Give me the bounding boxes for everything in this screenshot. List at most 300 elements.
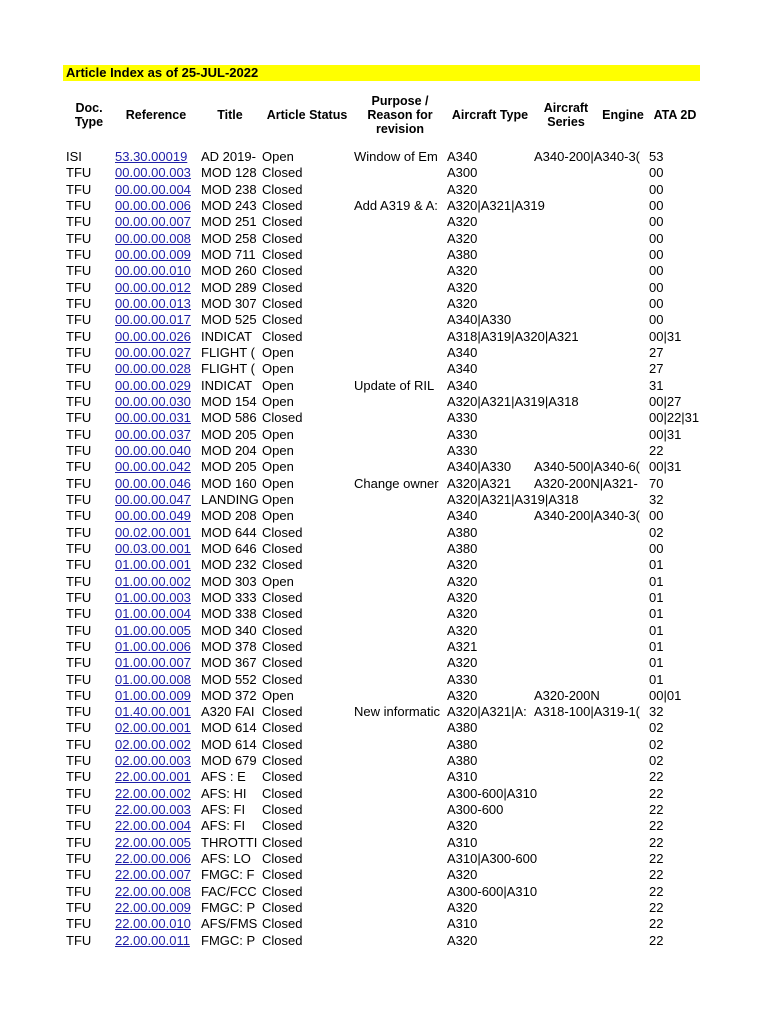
article-status-cell: Open <box>262 377 294 393</box>
article-status-cell: Closed <box>262 557 303 573</box>
doc-type-cell: TFU <box>66 704 92 720</box>
doc-type-cell: TFU <box>66 295 92 311</box>
reference-link[interactable]: 01.00.00.008 <box>115 671 191 687</box>
title-cell: AFS: FI <box>201 802 246 818</box>
aircraft-type-cell: A320 <box>447 279 478 295</box>
doc-type-cell: TFU <box>66 785 92 801</box>
table-row <box>0 231 768 247</box>
aircraft-type-cell: A320|A321|A: <box>447 704 527 720</box>
article-status-cell: Closed <box>262 834 303 850</box>
ata-cell: 00|31 <box>649 328 682 344</box>
reference-link[interactable]: 00.00.00.040 <box>115 442 191 458</box>
reference-link[interactable]: 00.00.00.047 <box>115 491 191 507</box>
ata-cell: 02 <box>649 753 664 769</box>
article-status-cell: Open <box>262 393 294 409</box>
purpose-cell: Change owner <box>354 475 439 491</box>
title-cell: AD 2019- <box>201 149 256 164</box>
doc-type-cell: TFU <box>66 916 92 932</box>
aircraft-type-cell: A380 <box>447 246 478 262</box>
article-status-cell: Closed <box>262 524 303 540</box>
aircraft-type-cell: A310 <box>447 834 478 850</box>
article-status-cell: Closed <box>262 769 303 785</box>
doc-type-cell: TFU <box>66 328 92 344</box>
title-cell: MOD 367 <box>201 655 257 671</box>
ata-cell: 22 <box>649 785 664 801</box>
doc-type-cell: TFU <box>66 508 92 524</box>
table-row <box>0 149 768 165</box>
article-status-cell: Closed <box>262 540 303 556</box>
ata-cell: 00 <box>649 508 664 524</box>
ata-cell: 22 <box>649 867 664 883</box>
aircraft-type-cell: A300 <box>447 165 478 181</box>
doc-type-cell: TFU <box>66 540 92 556</box>
doc-type-cell: TFU <box>66 638 92 654</box>
article-status-cell: Open <box>262 361 294 377</box>
ata-cell: 02 <box>649 720 664 736</box>
title-cell: FLIGHT ( <box>201 344 255 360</box>
aircraft-type-cell: A340 <box>447 508 478 524</box>
title-cell: MOD 289 <box>201 279 257 295</box>
ata-cell: 01 <box>649 557 664 573</box>
title-cell: MOD 711 <box>201 246 256 262</box>
doc-type-cell: TFU <box>66 459 92 475</box>
reference-link[interactable]: 22.00.00.011 <box>115 932 190 948</box>
aircraft-type-cell: A320|A321 <box>447 475 512 491</box>
title-cell: A320 FAI <box>201 704 255 720</box>
table-row <box>0 296 768 312</box>
reference-link[interactable]: 22.00.00.008 <box>115 883 191 899</box>
ata-cell: 70 <box>649 475 664 491</box>
article-status-cell: Open <box>262 442 294 458</box>
table-row <box>0 753 768 769</box>
ata-cell: 32 <box>649 704 664 720</box>
aircraft-type-cell: A340 <box>447 361 478 377</box>
doc-type-cell: TFU <box>66 557 92 573</box>
table-row <box>0 459 768 475</box>
aircraft-type-cell: A320 <box>447 687 478 703</box>
doc-type-cell: TFU <box>66 181 92 197</box>
reference-link[interactable]: 00.00.00.017 <box>115 312 191 328</box>
ata-cell: 00 <box>649 214 664 230</box>
article-status-cell: Closed <box>262 655 303 671</box>
title-cell: MOD 258 <box>201 230 257 246</box>
article-status-cell: Closed <box>262 883 303 899</box>
ata-cell: 22 <box>649 932 664 948</box>
aircraft-type-cell: A320 <box>447 589 478 605</box>
doc-type-cell: TFU <box>66 606 92 622</box>
aircraft-type-cell: A340|A330 <box>447 312 512 328</box>
header-aircraft-type: Aircraft Type <box>451 108 529 122</box>
reference-link[interactable]: 01.00.00.003 <box>115 589 191 605</box>
title-cell: MOD 679 <box>201 753 257 769</box>
reference-link[interactable]: 00.02.00.001 <box>115 524 191 540</box>
doc-type-cell: TFU <box>66 589 92 605</box>
table-row <box>0 900 768 916</box>
ata-cell: 02 <box>649 736 664 752</box>
ata-cell: 00 <box>649 279 664 295</box>
table-row <box>0 508 768 524</box>
aircraft-type-cell: A318|A319|A320|A321 <box>447 328 579 344</box>
title-cell: MOD 372 <box>201 687 257 703</box>
title-cell: INDICAT <box>201 377 253 393</box>
article-status-cell: Closed <box>262 279 303 295</box>
aircraft-series-cell: A340-200|A340-3( <box>534 149 641 164</box>
doc-type-cell: TFU <box>66 671 92 687</box>
aircraft-type-cell: A320 <box>447 606 478 622</box>
article-status-cell: Closed <box>262 785 303 801</box>
reference-link[interactable]: 01.00.00.005 <box>115 622 191 638</box>
aircraft-type-cell: A320|A321|A319|A318 <box>447 393 579 409</box>
doc-type-cell: TFU <box>66 410 92 426</box>
doc-type-cell: TFU <box>66 197 92 213</box>
ata-cell: 27 <box>649 361 664 377</box>
title-cell: MOD 205 <box>201 459 257 475</box>
aircraft-type-cell: A310|A300-600 <box>447 851 538 867</box>
title-cell: MOD 251 <box>201 214 257 230</box>
reference-link[interactable]: 01.00.00.007 <box>115 655 191 671</box>
title-cell: MOD 646 <box>201 540 257 556</box>
doc-type-cell: TFU <box>66 442 92 458</box>
aircraft-type-cell: A320 <box>447 295 478 311</box>
table-row <box>0 672 768 688</box>
doc-type-cell: TFU <box>66 720 92 736</box>
ata-cell: 00|22|31 <box>649 410 700 426</box>
reference-link[interactable]: 00.00.00.030 <box>115 393 191 409</box>
ata-cell: 00|31 <box>649 459 682 475</box>
doc-type-cell: ISI <box>66 149 82 164</box>
article-status-cell: Closed <box>262 671 303 687</box>
doc-type-cell: TFU <box>66 377 92 393</box>
header-doc-type: Doc. Type <box>74 101 104 129</box>
title-cell: MOD 204 <box>201 442 257 458</box>
aircraft-type-cell: A300-600|A310 <box>447 785 538 801</box>
title-cell: FMGC: F <box>201 867 255 883</box>
doc-type-cell: TFU <box>66 932 92 948</box>
reference-link[interactable]: 01.00.00.009 <box>115 687 191 703</box>
article-status-cell: Closed <box>262 312 303 328</box>
table-row <box>0 361 768 377</box>
reference-link[interactable]: 02.00.00.003 <box>115 753 191 769</box>
article-status-cell: Closed <box>262 900 303 916</box>
article-status-cell: Closed <box>262 589 303 605</box>
aircraft-type-cell: A380 <box>447 753 478 769</box>
reference-link[interactable]: 00.00.00.006 <box>115 197 191 213</box>
ata-cell: 22 <box>649 834 664 850</box>
aircraft-series-cell: A340-500|A340-6( <box>534 459 641 475</box>
table-row <box>0 312 768 328</box>
aircraft-type-cell: A340|A330 <box>447 459 512 475</box>
reference-link[interactable]: 00.00.00.037 <box>115 426 191 442</box>
reference-link[interactable]: 00.00.00.046 <box>115 475 191 491</box>
reference-link[interactable]: 01.00.00.004 <box>115 606 191 622</box>
reference-link[interactable]: 22.00.00.002 <box>115 785 191 801</box>
ata-cell: 01 <box>649 606 664 622</box>
title-cell: MOD 232 <box>201 557 257 573</box>
table-row <box>0 182 768 198</box>
table-row <box>0 394 768 410</box>
title-cell: LANDING <box>201 491 259 507</box>
ata-cell: 00 <box>649 230 664 246</box>
reference-link[interactable]: 01.00.00.002 <box>115 573 191 589</box>
title-cell: THROTTI <box>201 834 258 850</box>
reference-link[interactable]: 00.00.00.004 <box>115 181 191 197</box>
title-cell: FMGC: P <box>201 932 256 948</box>
doc-type-cell: TFU <box>66 246 92 262</box>
reference-link[interactable]: 22.00.00.007 <box>115 867 191 883</box>
title-cell: AFS: HI <box>201 785 247 801</box>
header-engine: Engine <box>602 108 644 122</box>
article-status-cell: Closed <box>262 753 303 769</box>
aircraft-type-cell: A380 <box>447 720 478 736</box>
aircraft-type-cell: A340 <box>447 149 478 164</box>
reference-link[interactable]: 00.00.00.013 <box>115 295 191 311</box>
reference-link[interactable]: 22.00.00.010 <box>115 916 191 932</box>
doc-type-cell: TFU <box>66 851 92 867</box>
article-status-cell: Closed <box>262 410 303 426</box>
reference-link[interactable]: 00.00.00.027 <box>115 344 191 360</box>
aircraft-series-cell: A320-200N|A321- <box>534 475 638 491</box>
title-cell: MOD 128 <box>201 165 257 181</box>
title-cell: MOD 333 <box>201 589 257 605</box>
reference-link[interactable]: 00.00.00.012 <box>115 279 191 295</box>
table-row <box>0 786 768 802</box>
aircraft-series-cell: A340-200|A340-3( <box>534 508 641 524</box>
aircraft-type-cell: A300-600 <box>447 802 504 818</box>
ata-cell: 00 <box>649 312 664 328</box>
doc-type-cell: TFU <box>66 214 92 230</box>
ata-cell: 31 <box>649 377 664 393</box>
title-cell: MOD 307 <box>201 295 257 311</box>
reference-link[interactable]: 00.00.00.007 <box>115 214 191 230</box>
aircraft-type-cell: A320 <box>447 818 478 834</box>
ata-cell: 00|01 <box>649 687 682 703</box>
table-row <box>0 280 768 296</box>
article-status-cell: Closed <box>262 736 303 752</box>
reference-link[interactable]: 53.30.00019 <box>115 149 188 164</box>
article-status-cell: Open <box>262 149 294 164</box>
table-row <box>0 247 768 263</box>
aircraft-type-cell: A320|A321|A319 <box>447 197 545 213</box>
table-row <box>0 329 768 345</box>
doc-type-cell: TFU <box>66 279 92 295</box>
reference-link[interactable]: 01.00.00.006 <box>115 638 191 654</box>
doc-type-cell: TFU <box>66 753 92 769</box>
header-ata: ATA 2D <box>653 108 697 122</box>
reference-link[interactable]: 22.00.00.005 <box>115 834 191 850</box>
reference-link[interactable]: 00.00.00.009 <box>115 246 191 262</box>
article-status-cell: Closed <box>262 704 303 720</box>
aircraft-type-cell: A320 <box>447 230 478 246</box>
table-row <box>0 704 768 720</box>
title-cell: MOD 586 <box>201 410 257 426</box>
doc-type-cell: TFU <box>66 802 92 818</box>
reference-link[interactable]: 22.00.00.004 <box>115 818 191 834</box>
doc-type-cell: TFU <box>66 230 92 246</box>
table-row <box>0 884 768 900</box>
article-status-cell: Closed <box>262 622 303 638</box>
title-cell: MOD 238 <box>201 181 257 197</box>
article-status-cell: Closed <box>262 197 303 213</box>
table-row <box>0 606 768 622</box>
doc-type-cell: TFU <box>66 165 92 181</box>
title-cell: FLIGHT ( <box>201 361 255 377</box>
article-status-cell: Closed <box>262 802 303 818</box>
article-status-cell: Closed <box>262 328 303 344</box>
ata-cell: 00 <box>649 263 664 279</box>
table-row <box>0 639 768 655</box>
table-row <box>0 165 768 181</box>
ata-cell: 22 <box>649 769 664 785</box>
article-status-cell: Closed <box>262 230 303 246</box>
ata-cell: 01 <box>649 638 664 654</box>
ata-cell: 01 <box>649 573 664 589</box>
ata-cell: 22 <box>649 442 664 458</box>
ata-cell: 22 <box>649 802 664 818</box>
title-cell: MOD 208 <box>201 508 257 524</box>
table-row <box>0 410 768 426</box>
aircraft-type-cell: A380 <box>447 736 478 752</box>
ata-cell: 22 <box>649 851 664 867</box>
ata-cell: 00|31 <box>649 426 682 442</box>
reference-link[interactable]: 22.00.00.009 <box>115 900 191 916</box>
doc-type-cell: TFU <box>66 736 92 752</box>
aircraft-type-cell: A320 <box>447 622 478 638</box>
reference-link[interactable]: 00.00.00.049 <box>115 508 191 524</box>
doc-type-cell: TFU <box>66 867 92 883</box>
title-cell: MOD 340 <box>201 622 257 638</box>
table-row <box>0 476 768 492</box>
article-status-cell: Open <box>262 687 294 703</box>
aircraft-type-cell: A380 <box>447 540 478 556</box>
article-status-cell: Open <box>262 573 294 589</box>
reference-link[interactable]: 01.00.00.001 <box>115 557 191 573</box>
reference-link[interactable]: 02.00.00.002 <box>115 736 191 752</box>
table-row <box>0 574 768 590</box>
aircraft-type-cell: A320 <box>447 900 478 916</box>
table-row <box>0 737 768 753</box>
aircraft-type-cell: A320 <box>447 557 478 573</box>
reference-link[interactable]: 00.00.00.026 <box>115 328 191 344</box>
table-row <box>0 916 768 932</box>
table-row <box>0 541 768 557</box>
doc-type-cell: TFU <box>66 344 92 360</box>
reference-link[interactable]: 00.00.00.003 <box>115 165 191 181</box>
title-cell: MOD 644 <box>201 524 257 540</box>
table-row <box>0 378 768 394</box>
ata-cell: 00 <box>649 197 664 213</box>
table-row <box>0 851 768 867</box>
aircraft-type-cell: A320 <box>447 181 478 197</box>
ata-cell: 00 <box>649 181 664 197</box>
table-row <box>0 443 768 459</box>
reference-link[interactable]: 00.03.00.001 <box>115 540 191 556</box>
table-row <box>0 688 768 704</box>
aircraft-type-cell: A330 <box>447 426 478 442</box>
doc-type-cell: TFU <box>66 573 92 589</box>
aircraft-type-cell: A330 <box>447 410 478 426</box>
article-status-cell: Closed <box>262 932 303 948</box>
ata-cell: 32 <box>649 491 664 507</box>
doc-type-cell: TFU <box>66 524 92 540</box>
header-article-status: Article Status <box>266 108 348 122</box>
table-row <box>0 492 768 508</box>
title-cell: MOD 525 <box>201 312 257 328</box>
ata-cell: 22 <box>649 900 664 916</box>
ata-cell: 01 <box>649 655 664 671</box>
ata-cell: 01 <box>649 671 664 687</box>
ata-cell: 00 <box>649 540 664 556</box>
aircraft-type-cell: A320 <box>447 263 478 279</box>
table-row <box>0 867 768 883</box>
reference-link[interactable]: 22.00.00.006 <box>115 851 191 867</box>
table-row <box>0 198 768 214</box>
title-cell: MOD 338 <box>201 606 257 622</box>
aircraft-type-cell: A320 <box>447 214 478 230</box>
reference-link[interactable]: 00.00.00.010 <box>115 263 191 279</box>
title-cell: MOD 160 <box>201 475 257 491</box>
article-status-cell: Closed <box>262 165 303 181</box>
article-status-cell: Closed <box>262 720 303 736</box>
title-cell: INDICAT <box>201 328 253 344</box>
reference-link[interactable]: 00.00.00.029 <box>115 377 191 393</box>
table-row <box>0 525 768 541</box>
title-cell: AFS: LO <box>201 851 251 867</box>
reference-link[interactable]: 02.00.00.001 <box>115 720 191 736</box>
doc-type-cell: TFU <box>66 312 92 328</box>
reference-link[interactable]: 22.00.00.001 <box>115 769 191 785</box>
table-row <box>0 933 768 949</box>
reference-link[interactable]: 01.40.00.001 <box>115 704 191 720</box>
aircraft-type-cell: A321 <box>447 638 478 654</box>
reference-link[interactable]: 22.00.00.003 <box>115 802 191 818</box>
article-status-cell: Open <box>262 491 294 507</box>
aircraft-type-cell: A320 <box>447 867 478 883</box>
ata-cell: 22 <box>649 883 664 899</box>
aircraft-type-cell: A300-600|A310 <box>447 883 538 899</box>
table-row <box>0 557 768 573</box>
aircraft-type-cell: A340 <box>447 377 478 393</box>
doc-type-cell: TFU <box>66 622 92 638</box>
title-cell: FMGC: P <box>201 900 256 916</box>
header-reference: Reference <box>125 108 187 122</box>
aircraft-type-cell: A310 <box>447 916 478 932</box>
table-row <box>0 769 768 785</box>
aircraft-type-cell: A320 <box>447 655 478 671</box>
header-purpose: Purpose / Reason for revision <box>367 94 433 136</box>
article-status-cell: Closed <box>262 246 303 262</box>
title-cell: AFS/FMS <box>201 916 258 932</box>
article-status-cell: Closed <box>262 606 303 622</box>
table-row <box>0 818 768 834</box>
doc-type-cell: TFU <box>66 818 92 834</box>
ata-cell: 53 <box>649 149 664 164</box>
article-status-cell: Closed <box>262 916 303 932</box>
article-status-cell: Closed <box>262 181 303 197</box>
aircraft-type-cell: A330 <box>447 442 478 458</box>
aircraft-type-cell: A310 <box>447 769 478 785</box>
reference-link[interactable]: 00.00.00.031 <box>115 410 191 426</box>
table-row <box>0 263 768 279</box>
reference-link[interactable]: 00.00.00.028 <box>115 361 191 377</box>
title-cell: MOD 243 <box>201 197 257 213</box>
header-title: Title <box>217 108 243 122</box>
reference-link[interactable]: 00.00.00.008 <box>115 230 191 246</box>
purpose-cell: Update of RIL <box>354 377 435 393</box>
table-row <box>0 835 768 851</box>
article-status-cell: Open <box>262 426 294 442</box>
aircraft-type-cell: A340 <box>447 344 478 360</box>
reference-link[interactable]: 00.00.00.042 <box>115 459 191 475</box>
